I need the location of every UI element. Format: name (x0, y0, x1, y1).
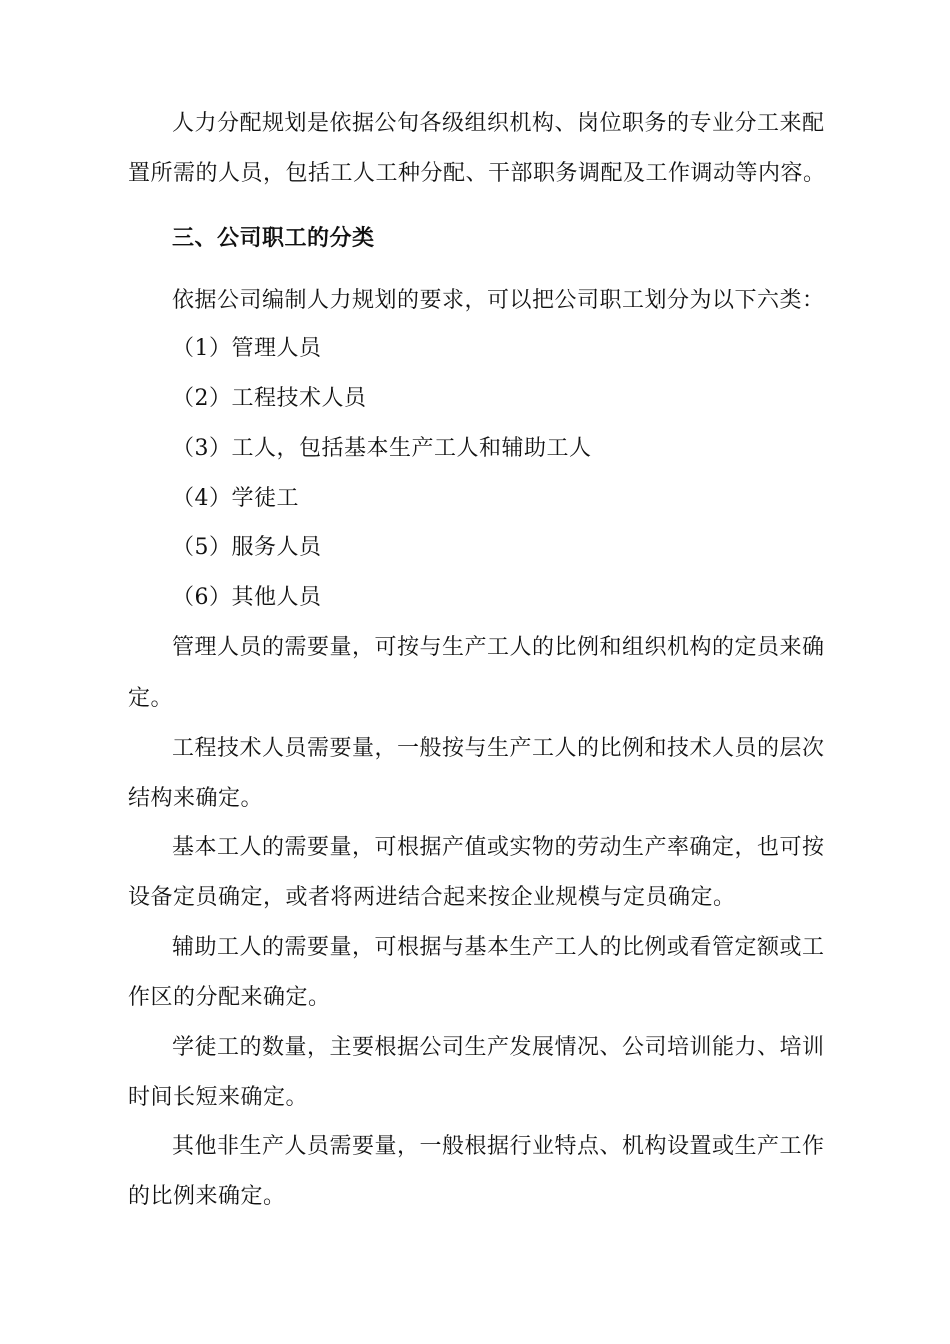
paragraph-line: 定。 (128, 686, 174, 711)
category-item: （5）服务人员 (172, 535, 322, 560)
paragraph-line: 作区的分配来确定。 (128, 985, 331, 1010)
paragraph-line: 基本工人的需要量，可根据产值或实物的劳动生产率确定，也可按 (172, 835, 825, 860)
paragraph-line: 置所需的人员，包括工人工种分配、干部职务调配及工作调动等内容。 (128, 161, 826, 186)
paragraph-line: 学徒工的数量，主要根据公司生产发展情况、公司培训能力、培训 (172, 1035, 825, 1060)
paragraph-line: 结构来确定。 (128, 786, 264, 811)
category-item: （6）其他人员 (172, 585, 322, 610)
category-item: （2）工程技术人员 (172, 386, 367, 411)
category-item: （3）工人，包括基本生产工人和辅助工人 (172, 436, 592, 461)
paragraph-line: 的比例来确定。 (128, 1184, 286, 1209)
category-item: （4）学徒工 (172, 486, 299, 511)
paragraph-line: 辅助工人的需要量，可根据与基本生产工人的比例或看管定额或工 (172, 935, 825, 960)
paragraph-line: 管理人员的需要量，可按与生产工人的比例和组织机构的定员来确 (172, 635, 825, 660)
paragraph-line: 设备定员确定，或者将两进结合起来按企业规模与定员确定。 (128, 885, 736, 910)
paragraph-line: 人力分配规划是依据公旬各级组织机构、岗位职务的专业分工来配 (172, 111, 825, 136)
paragraph-line: 时间长短来确定。 (128, 1085, 309, 1110)
paragraph-line: 其他非生产人员需要量，一般根据行业特点、机构设置或生产工作 (172, 1134, 825, 1159)
section-heading: 三、公司职工的分类 (172, 226, 375, 251)
paragraph-line: 工程技术人员需要量，一般按与生产工人的比例和技术人员的层次 (172, 736, 825, 761)
intro-line: 依据公司编制人力规划的要求，可以把公司职工划分为以下六类： (172, 288, 825, 313)
category-item: （1）管理人员 (172, 336, 322, 361)
